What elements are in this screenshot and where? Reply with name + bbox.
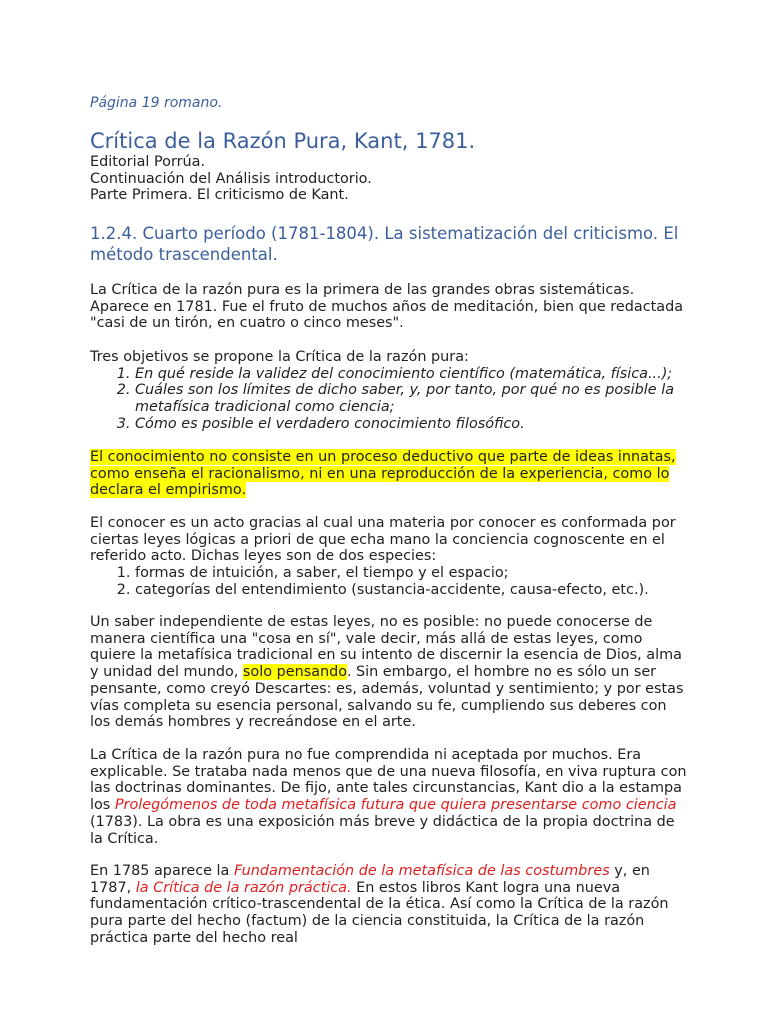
- paragraph-knowledge: [90, 614, 690, 731]
- objectives-list: [90, 366, 690, 433]
- text-run: La Crítica de la razón pura no fue comprendida ni aceptada por muchos. Era explicable. Se trataba nada menos que de una nueva filosofía, en viva ruptura con las doctrinas dominantes. De fijo, ante tales circunstancias, Kant dio a la estampa los: [90, 747, 687, 814]
- document-title: Crítica de la Razón Pura, Kant, 1781.: [90, 129, 476, 153]
- book-title-fundamentacion: Fundamentación de la metafísica de las costumbres: [233, 863, 610, 879]
- publisher-line: Editorial Porrúa.: [90, 154, 206, 170]
- objectives-block: [90, 349, 690, 433]
- paragraph-intro: [90, 282, 690, 332]
- paragraph-ethics: [90, 863, 690, 947]
- highlighted-text: solo pensando: [242, 664, 347, 681]
- book-title-prolegomenos: Prolegómenos de toda metafísica futura que quiera presentarse como ciencia: [114, 797, 677, 814]
- text-run: . Sin embargo, el hombre no es sólo un ser pensante, como creyó Descartes: es, además, voluntad y sentimiento; y por estas vías completa su esencia personal, salvando su fe, cumpliendo sus deberes con los demás hombres y recreándose en el arte.: [90, 664, 684, 731]
- laws-list: [90, 565, 690, 598]
- book-title-razon-practica: la Crítica de la razón práctica.: [135, 879, 352, 896]
- text-run: En estos libros Kant logra una nueva fundamentación crítico-trascendental de la ética. Así como la Crítica de la razón pura parte del hecho (factum) de la ciencia constituida, la Crítica de la razón práctica parte del hecho real: [90, 879, 669, 946]
- list-item: 2. categorías del entendimiento (sustancia-accidente, causa-efecto, etc.).: [135, 582, 690, 599]
- paragraph-text: La Crítica de la razón pura es la primera de las grandes obras sistemáticas. Aparece en 1781. Fue el fruto de muchos años de meditación, bien que redactada "casi de un tirón, en cuatro o cinco meses".: [90, 282, 684, 332]
- paragraph-reception: [90, 747, 690, 847]
- text-run: En 1785 aparece la: [90, 863, 234, 879]
- list-item: 2. Cuáles son los límites de dicho saber, y, por tanto, por qué no es posible la metafísica tradicional como ciencia;: [135, 382, 690, 415]
- laws-intro: El conocer es un acto gracias al cual una materia por conocer es conformada por ciertas leyes lógicas a priori de que echa mano la conciencia cognoscente en el referido acto. Dichas leyes son de dos especies:: [90, 515, 676, 565]
- list-item: 1. En qué reside la validez del conocimiento científico (matemática, física...);: [135, 366, 690, 383]
- highlighted-paragraph: [90, 449, 690, 499]
- text-run: Un saber independiente de estas leyes, no es posible: no puede conocerse de manera científica una "cosa en sí", vale decir, más allá de estas leyes, como quiere la metafísica tradicional en su intento de discernir la esencia de Dios, alma y unidad del mundo,: [90, 614, 682, 681]
- publication-info: [90, 154, 372, 204]
- part-line: Parte Primera. El criticismo de Kant.: [90, 187, 349, 204]
- section-title: 1.2.4. Cuarto período (1781-1804). La sistematización del criticismo. El método trascendental.: [90, 224, 679, 264]
- laws-block: [90, 515, 690, 599]
- continuation-line: Continuación del Análisis introductorio.: [90, 170, 372, 187]
- objectives-intro: Tres objetivos se propone la Crítica de la razón pura:: [90, 349, 469, 365]
- page-note: Página 19 romano.: [90, 95, 223, 111]
- text-run: y, en 1787,: [90, 863, 650, 896]
- list-item: 1. formas de intuición, a saber, el tiempo y el espacio;: [135, 565, 690, 582]
- highlighted-text: El conocimiento no consiste en un proceso deductivo que parte de ideas innatas, como enseña el racionalismo, ni en una reproducción de la experiencia, como lo declara el empirismo.: [90, 449, 676, 499]
- list-item: 3. Cómo es posible el verdadero conocimiento filosófico.: [135, 416, 690, 433]
- text-run: (1783). La obra es una exposición más breve y didáctica de la propia doctrina de la Crítica.: [90, 813, 675, 847]
